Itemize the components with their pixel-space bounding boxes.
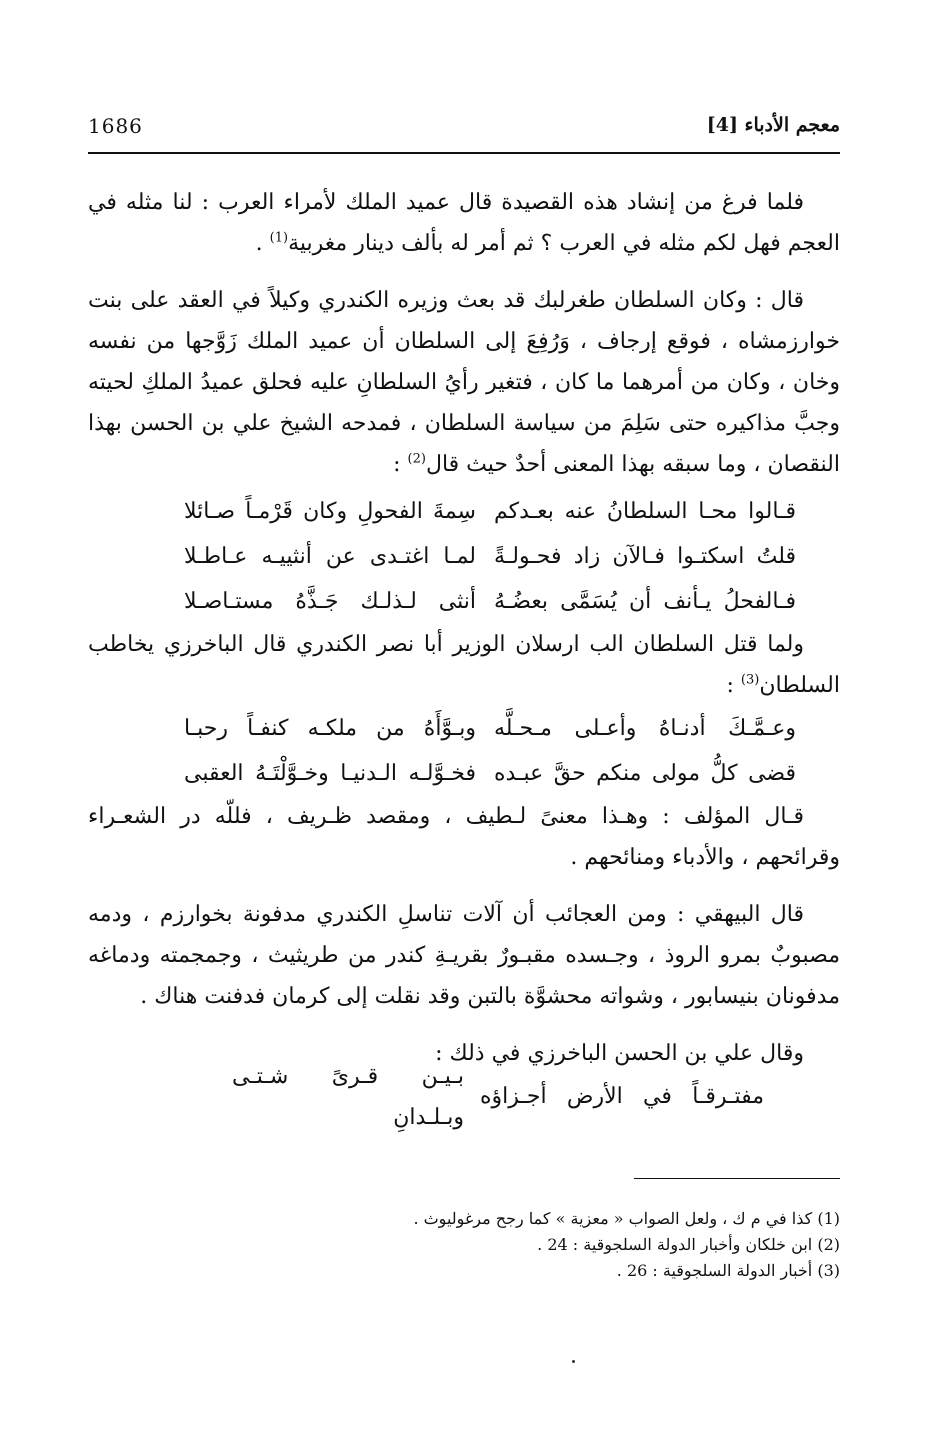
hemistich-first: قضى كلُّ مولى منكم حقَّ عبـده bbox=[494, 761, 796, 786]
paragraph: قال : وكان السلطان طغرلبك قد بعث وزيره الكندري وكيلاً في العقد على بنت خوارزمشاه ، فوقع إرجاف ، وَرُفِعَ إلى السلطان أن عميد الملك زَوَّجها من نفسه وخان ، وكان من أمرهما ما كان ، فتغير رأيُ السلطانِ عليه فحلق عميدُ الملكِ لحيته وجبَّ مذاكيره حتى سَلِمَ من سياسة السلطان ، فمدحه الشيخ علي بن الحسن بهذا النقصان ، وما سبقه بهذا المعنى أحدٌ حيث قال$^{(2)}$ : bbox=[88, 288, 840, 477]
hemistich-second: بـيـن قـرىً شـتـى وبـلـدانِ bbox=[232, 1063, 464, 1130]
main-text bbox=[88, 182, 840, 1130]
hemistich-first: وعـمَّـكَ أدنـاهُ وأعـلى مـحـلَّه bbox=[494, 716, 796, 741]
scan-speck bbox=[572, 1360, 575, 1363]
paragraph: ولما قتل السلطان الب ارسلان الوزير أبا نصر الكندري قال الباخرزي يخاطب السلطان$^{(3)}$ : bbox=[88, 632, 840, 698]
footnote: (3) أخبار الدولة السلجوقية : 26 . bbox=[616, 1261, 840, 1280]
running-title: معجم الأدباء [4] bbox=[706, 114, 840, 136]
footnote: (2) ابن خلكان وأخبار الدولة السلجوقية : 24 . bbox=[537, 1235, 840, 1254]
hemistich-first: قـالوا محـا السلطانُ عنه بعـدكم bbox=[494, 499, 796, 524]
hemistich-first: فـالفحلُ يـأنف أن يُسَمَّى بعضُـهُ bbox=[494, 589, 796, 614]
footnote-divider bbox=[634, 1178, 840, 1179]
paragraph: وقال علي بن الحسن الباخرزي في ذلك : bbox=[435, 1041, 804, 1066]
hemistich-second: وبـوَّأَهُ من ملكـه كنفـاً رحبـا bbox=[184, 716, 476, 741]
verse-line bbox=[88, 1063, 840, 1130]
footnote-ref: (1) bbox=[269, 230, 289, 246]
hemistich-second: أنثى لـذلـك جَـذَّهُ مستـاصـلا bbox=[184, 589, 476, 614]
footnote: (1) كذا في م ك ، ولعل الصواب « معزية » كما رجح مرغوليوث . bbox=[413, 1209, 840, 1228]
poem bbox=[88, 489, 840, 624]
footnote-ref: (2) bbox=[407, 451, 426, 467]
verse-line bbox=[88, 579, 840, 624]
hemistich-first: مفتـرقـاً في الأرض أجـزاؤه bbox=[480, 1084, 764, 1109]
hemistich-second: سِمةَ الفحولِ وكان قَرْمـاً صـائلا bbox=[184, 499, 476, 524]
paragraph: قال البيهقي : ومن العجائب أن آلات تناسلِ الكندري مدفونة بخوارزم ، ودمه مصبوبٌ بمرو الروذ ، وجـسده مقبـورٌ بقريـةِ كندر من طريثيث ، وجمجمته ودماغه مدفونان بنيسابور ، وشواته محشوَّة بالتبن وقد نقلت إلى كرمان فدفنت هناك . bbox=[88, 902, 840, 1009]
verse-line bbox=[88, 489, 840, 534]
verse-line bbox=[88, 706, 840, 751]
hemistich-first: قلتُ اسكتـوا فـالآن زاد فحـولـةً bbox=[494, 544, 796, 569]
page-header bbox=[88, 112, 840, 154]
verse-line bbox=[88, 751, 840, 796]
footnote-ref: (3) bbox=[740, 672, 760, 688]
hemistich-second: فخـوَّلـه الـدنيـا وخـوَّلْتَـهُ العقبى bbox=[184, 761, 476, 786]
poem bbox=[88, 1063, 840, 1130]
footnotes bbox=[120, 1206, 840, 1284]
paragraph: قـال المؤلف : وهـذا معنىً لـطيف ، ومقصد ظـريف ، فللّه در الشعـراء وقرائحهم ، والأدباء ومنائحهم . bbox=[88, 804, 840, 870]
verse-line bbox=[88, 534, 840, 579]
page-number: 1686 bbox=[88, 114, 143, 138]
paragraph: فلما فرغ من إنشاد هذه القصيدة قال عميد الملك لأمراء العرب : لنا مثله في العجم فهل لكم مثله في العرب ؟ ثم أمر له بألف دينار مغربية$^{(1)}$ . bbox=[88, 190, 840, 256]
hemistich-second: لمـا اغتـدى عن أنثييـه عـاطـلا bbox=[184, 544, 476, 569]
poem bbox=[88, 706, 840, 796]
